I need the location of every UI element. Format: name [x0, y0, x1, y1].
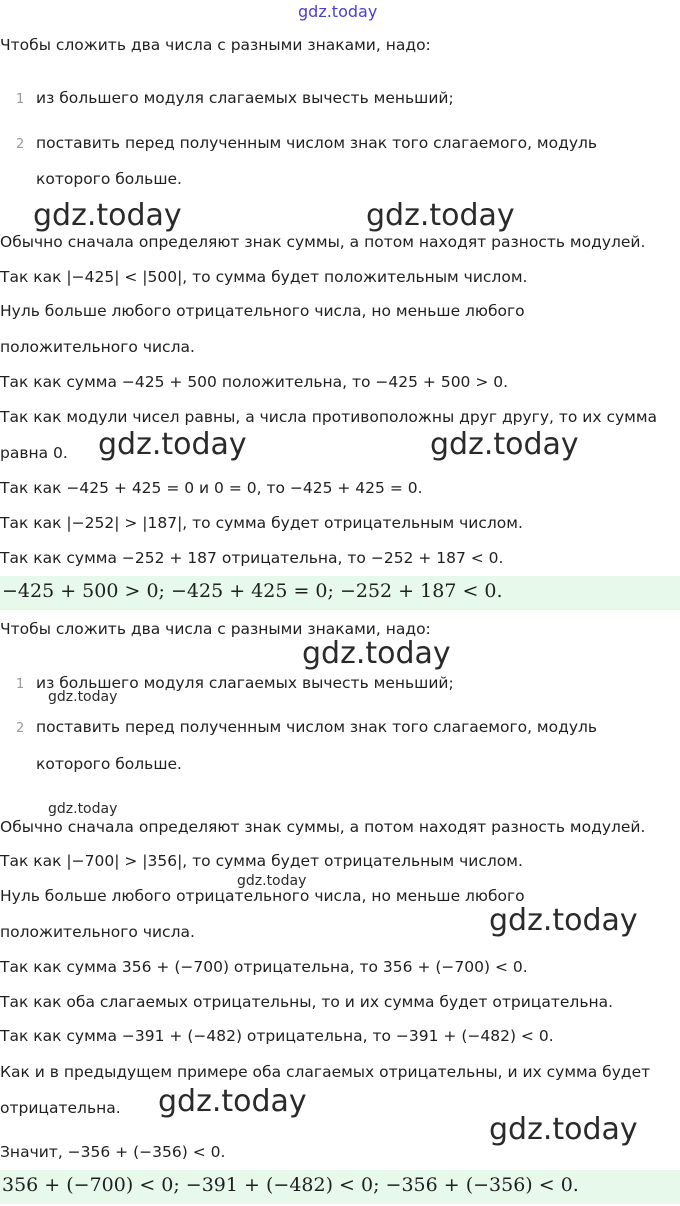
text-line: Так как оба слагаемых отрицательны, то и их сумма будет отрицательна.	[0, 993, 614, 1011]
watermark: gdz.today	[48, 801, 118, 817]
rule-number: 2	[16, 721, 25, 736]
answer-box	[0, 576, 680, 610]
rule-text: из большего модуля слагаемых вычесть меньший;	[36, 674, 454, 692]
text-line: отрицательна.	[0, 1099, 121, 1117]
section-intro: Чтобы сложить два числа с разными знаками, надо:	[0, 36, 431, 54]
rule-text: из большего модуля слагаемых вычесть меньший;	[36, 89, 454, 107]
text-line: Значит, −356 + (−356) < 0.	[0, 1143, 226, 1161]
text-line: равна 0.	[0, 444, 68, 462]
text-line: Так как |−252| > |187|, то сумма будет отрицательным числом.	[0, 514, 523, 532]
text-line: Так как сумма −391 + (−482) отрицательна, то −391 + (−482) < 0.	[0, 1027, 554, 1045]
text-line: Так как −425 + 425 = 0 и 0 = 0, то −425 + 425 = 0.	[0, 479, 423, 497]
text-line: Как и в предыдущем примере оба слагаемых отрицательны, и их сумма будет	[0, 1063, 651, 1081]
text-line: положительного числа.	[0, 338, 195, 356]
watermark: gdz.today	[33, 198, 182, 233]
text-line: Обычно сначала определяют знак суммы, а потом находят разность модулей.	[0, 818, 646, 836]
text-line: Обычно сначала определяют знак суммы, а потом находят разность модулей.	[0, 233, 646, 251]
text-line: Нуль больше любого отрицательного числа, но меньше любого	[0, 302, 525, 320]
watermark: gdz.today	[302, 636, 451, 671]
watermark: gdz.today	[489, 903, 638, 938]
rule-number: 1	[16, 677, 25, 692]
text-line: Так как |−425| < |500|, то сумма будет положительным числом.	[0, 268, 528, 286]
text-line: Так как сумма −252 + 187 отрицательна, то −252 + 187 < 0.	[0, 549, 504, 567]
answer-text: −425 + 500 > 0; −425 + 425 = 0; −252 + 187 < 0.	[2, 580, 503, 602]
text-line: Так как сумма 356 + (−700) отрицательна, то 356 + (−700) < 0.	[0, 958, 528, 976]
section-intro: Чтобы сложить два числа с разными знаками, надо:	[0, 620, 431, 638]
watermark: gdz.today	[237, 873, 307, 889]
watermark-top: gdz.today	[298, 2, 378, 21]
watermark: gdz.today	[48, 689, 118, 705]
rule-text: поставить перед полученным числом знак того слагаемого, модуль	[36, 134, 598, 152]
text-line: Так как сумма −425 + 500 положительна, то −425 + 500 > 0.	[0, 373, 509, 391]
watermark: gdz.today	[430, 427, 579, 462]
text-line: Так как |−700| > |356|, то сумма будет отрицательным числом.	[0, 852, 523, 870]
rule-text: поставить перед полученным числом знак того слагаемого, модуль	[36, 718, 598, 736]
text-line: Так как модули чисел равны, а числа противоположны друг другу, то их сумма	[0, 408, 658, 426]
rule-number: 1	[16, 92, 25, 107]
answer-text: 356 + (−700) < 0; −391 + (−482) < 0; −356 + (−356) < 0.	[2, 1174, 579, 1196]
watermark: gdz.today	[98, 427, 247, 462]
watermark: gdz.today	[158, 1084, 307, 1119]
rule-text-continued: которого больше.	[36, 755, 182, 773]
rule-text-continued: которого больше.	[36, 170, 182, 188]
text-line: Нуль больше любого отрицательного числа, но меньше любого	[0, 887, 525, 905]
watermark: gdz.today	[489, 1112, 638, 1147]
text-line: положительного числа.	[0, 923, 195, 941]
rule-number: 2	[16, 137, 25, 152]
watermark: gdz.today	[366, 198, 515, 233]
answer-box	[0, 1170, 680, 1204]
